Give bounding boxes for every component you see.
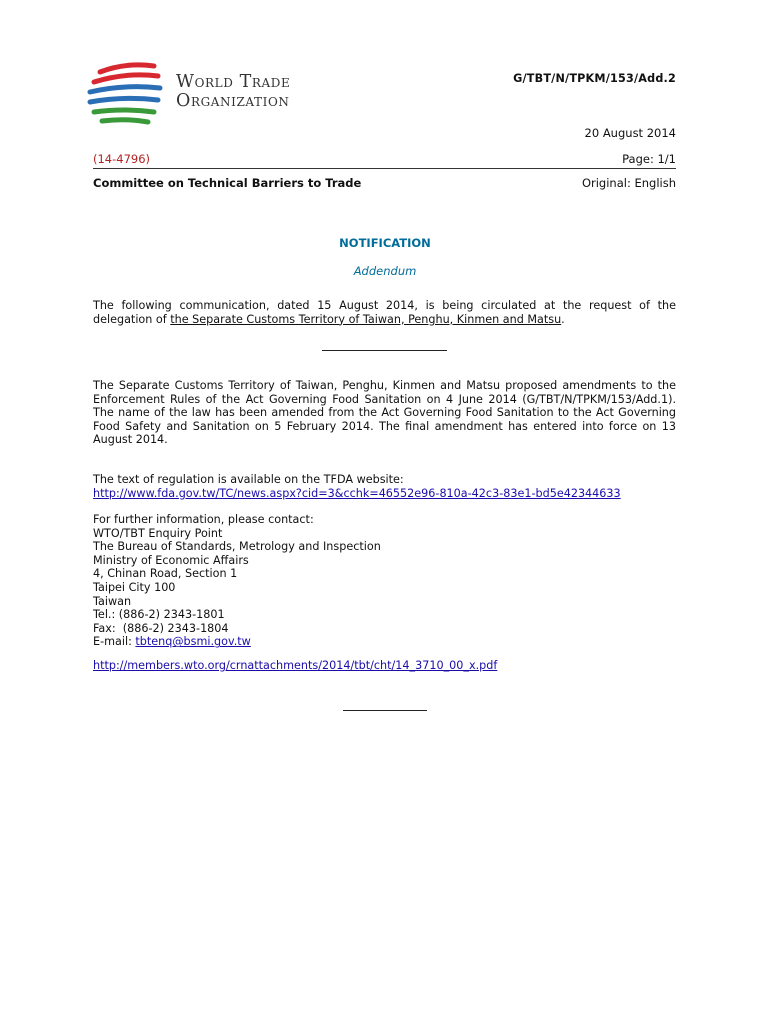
contact-line: 4, Chinan Road, Section 1: [93, 567, 238, 581]
job-number: (14-4796): [93, 152, 151, 166]
original-language: Original: English: [581, 176, 676, 190]
attachment-paragraph: [93, 659, 676, 673]
member-name: the Separate Customs Territory of Taiwan, Penghu, Kinmen and Matsu: [170, 312, 562, 326]
contact-block: [93, 513, 676, 649]
committee-name: Committee on Technical Barriers to Trade: [93, 176, 362, 190]
header-divider: [93, 168, 676, 169]
regulation-paragraph: [93, 473, 676, 500]
contact-line: Tel.: (886-2) 2343-1801: [93, 608, 225, 622]
page-number: Page: 1/1: [622, 152, 676, 166]
contact-line: Taipei City 100: [93, 580, 176, 594]
intro-line-1: The following communication, dated 15 August 2014, is being circulated at the request of the: [93, 299, 676, 312]
contact-line: Fax: (886-2) 2343-1804: [93, 621, 229, 635]
body-paragraph: The Separate Customs Territory of Taiwan, Penghu, Kinmen and Matsu proposed amendments to the Enforcement Rules of the Act Governing Food Sanitation on 4 June 2014 (G/TBT/N/TPKM/153/Add.1). The name of the law has been amended from the Act Governing Food Sanitation to the Act Governing Food Safety and Sanitation on 5 February 2014. The final amendment has entered into force on 13 August 2014.: [93, 379, 676, 447]
contact-line: Ministry of Economic Affairs: [93, 553, 249, 567]
regulation-text: The text of regulation is available on the TFDA website:: [93, 473, 404, 486]
regulation-link[interactable]: http://www.fda.gov.tw/TC/news.aspx?cid=3&cchk=46552e96-810a-42c3-83e1-bd5e42344633: [93, 486, 621, 500]
notification-subtitle: Addendum: [353, 264, 417, 278]
contact-line: Taiwan: [93, 594, 132, 608]
document-date: 20 August 2014: [584, 126, 676, 140]
intro-line-2: [93, 313, 676, 327]
email-link[interactable]: tbtenq@bsmi.gov.tw: [135, 635, 251, 649]
intro-suffix: .: [561, 312, 565, 326]
contact-line: The Bureau of Standards, Metrology and Inspection: [93, 540, 381, 554]
intro-prefix: delegation of: [93, 312, 171, 326]
wto-emblem-icon: [84, 58, 166, 130]
org-name-line2: Organization: [176, 91, 290, 111]
intro-paragraph: [93, 299, 676, 326]
contact-line: WTO/TBT Enquiry Point: [93, 526, 223, 540]
email-label: E-mail:: [93, 635, 136, 649]
email-line: [93, 635, 676, 649]
wto-logo: [84, 58, 334, 130]
org-name-line1: World Trade: [176, 72, 291, 92]
document-symbol: G/TBT/N/TPKM/153/Add.2: [513, 72, 676, 85]
notification-title: NOTIFICATION: [339, 236, 431, 250]
section-divider: [322, 350, 447, 351]
org-name: [176, 73, 290, 111]
contact-heading: For further information, please contact:: [93, 513, 314, 526]
attachment-link[interactable]: http://members.wto.org/crnattachments/2014/tbt/cht/14_3710_00_x.pdf: [93, 659, 498, 672]
end-divider: [343, 710, 427, 711]
